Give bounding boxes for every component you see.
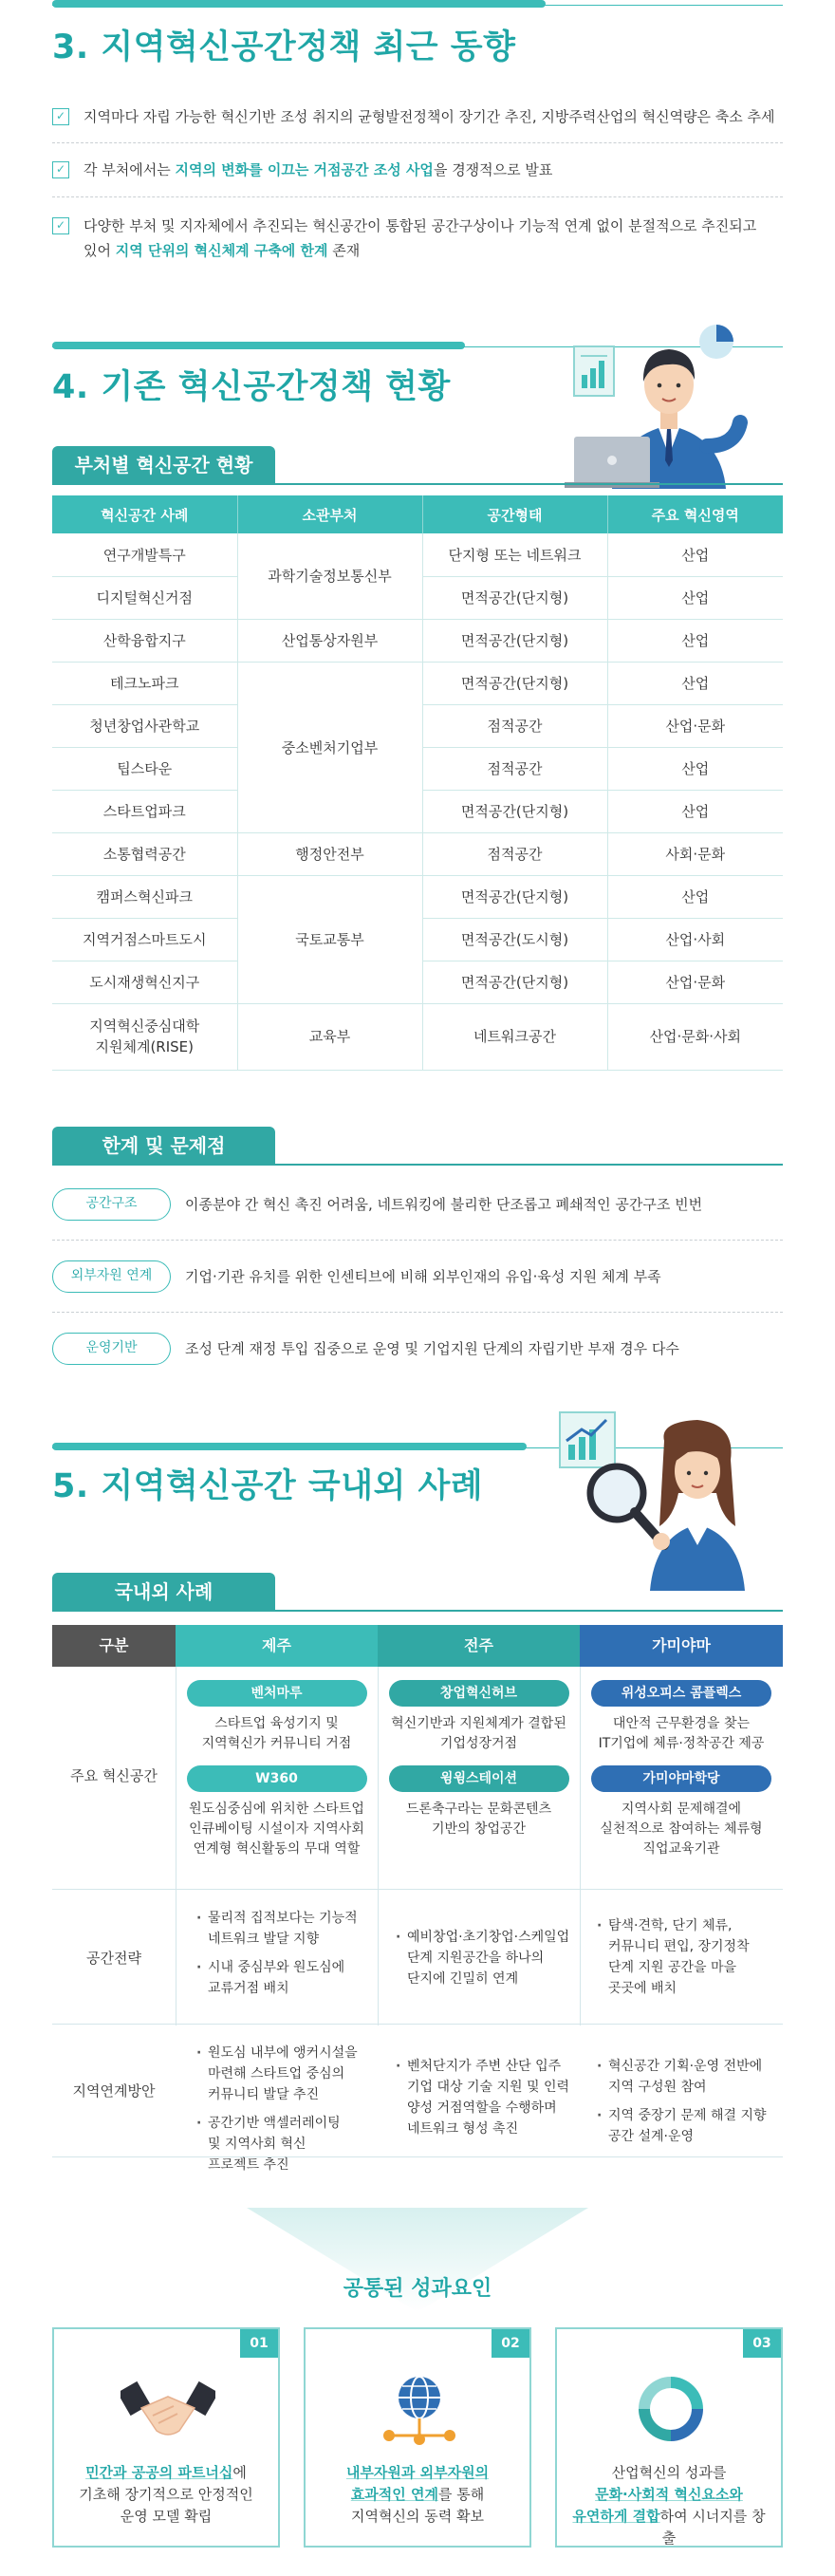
section-accent-bar <box>52 0 546 8</box>
cycle-arrows-icon <box>631 2369 711 2449</box>
trend-bullet-3: ✓ 다양한 부처 및 지자체에서 추진되는 혁신공간이 통합된 공간구상이나 기능적 연계 없이 분절적으로 추진되고 있어 지역 단위의 혁신체계 구축에 한계 존재 <box>52 214 783 263</box>
success-factor-card-3 <box>555 2327 783 2548</box>
limit-tag-external-resources: 외부자원 연계 <box>52 1260 171 1293</box>
space-tag: 윙윙스테이션 <box>389 1765 569 1792</box>
section-3-title: 3. 지역혁신공간정책 최근 동향 <box>52 28 516 66</box>
list-item: · 예비창업·초기창업·스케일업 단계 지원공간을 하나의 단지에 긴밀히 연계 <box>394 1927 574 1989</box>
space-tag: 창업혁신허브 <box>389 1680 569 1707</box>
table-row: 청년창업사관학교 점적공간 산업·문화 <box>52 704 783 747</box>
trend-bullet-2: ✓ 각 부처에서는 지역의 변화를 이끄는 거점공간 조성 사업을 경쟁적으로 발표 <box>52 158 783 182</box>
section-5-title: 5. 지역혁신공간 국내외 사례 <box>52 1467 484 1505</box>
list-item: · 공간기반 액셀러레이팅 및 지역사회 혁신 프로젝트 추진 <box>195 2113 370 2175</box>
divider <box>52 1312 783 1313</box>
subtab-ministry-spaces: 부처별 혁신공간 현황 <box>52 446 275 484</box>
row-label: 지역연계방안 <box>72 2082 156 2100</box>
divider <box>52 1240 783 1241</box>
businessman-laptop-illustration <box>555 304 783 489</box>
section-rule <box>52 5 783 6</box>
table-header-kamiyama: 가미야마 <box>580 1625 783 1667</box>
card-text: 민간과 공공의 파트너십에 기초해 장기적으로 안정적인 운영 모델 확립 <box>79 2464 253 2525</box>
kamiyama-link <box>595 2056 780 2155</box>
check-icon: ✓ <box>52 161 69 178</box>
success-factor-card-1 <box>52 2327 280 2548</box>
space-tag: 벤처마루 <box>187 1680 367 1707</box>
check-icon: ✓ <box>52 108 69 125</box>
list-item: · 시내 중심부와 원도심에 교류거점 배치 <box>195 1957 370 1999</box>
jeju-spaces: 벤처마루 스타트업 육성기지 및 지역혁신가 커뮤니티 거점 W360 원도심중심에 위치한 스타트업 인큐베이팅 시설이자 지역사회 연계형 혁신활동의 무대 역할 <box>176 1680 378 1859</box>
kamiyama-spaces: 위성오피스 콤플렉스 대안적 근무환경을 찾는 IT기업에 체류·정착공간 제공 가미야마학당 지역사회 문제해결에 실천적으로 참여하는 체류형 직업교육기관 <box>580 1680 783 1859</box>
jeonju-spaces: 창업혁신허브 혁신기반과 지원체계가 결합된 기업성장거점 윙윙스테이션 드론축구라는 문화콘텐츠 기반의 창업공간 <box>378 1680 580 1839</box>
table-row: 스타트업파크 면적공간(단지형) 산업 <box>52 790 783 832</box>
subtab-limits: 한계 및 문제점 <box>52 1127 275 1165</box>
space-tag: 가미야마학당 <box>591 1765 771 1792</box>
list-item: · 지역 중장기 문제 해결 지향 공간 설계·운영 <box>595 2105 780 2147</box>
subtab-rule <box>52 1610 783 1612</box>
divider <box>52 2024 783 2025</box>
limit-text: 조성 단계 재정 투입 집중으로 운영 및 기업지원 단계의 자립기반 부재 경우 다수 <box>185 1340 679 1357</box>
table-row: 지역거점스마트도시 면적공간(도시형) 산업·사회 <box>52 918 783 961</box>
limit-text: 기업·기관 유치를 위한 인센티브에 비해 외부인재의 유입·육성 지원 체계 부족 <box>185 1268 661 1285</box>
success-factors-title: 공통된 성과요인 <box>343 2277 492 2301</box>
kamiyama-strategy <box>595 1915 780 2007</box>
table-header: 혁신공간 사례 <box>52 495 237 533</box>
table-header: 소관부처 <box>237 495 422 533</box>
table-header-jeonju: 전주 <box>378 1625 580 1667</box>
table-row: 지역혁신중심대학 지원체계(RISE) 교육부 네트워크공간 산업·문화·사회 <box>52 1003 783 1070</box>
table-row: 연구개발특구 과학기술정보통신부 단지형 또는 네트워크 산업 <box>52 533 783 576</box>
list-item: · 물리적 집적보다는 기능적 네트워크 발달 지향 <box>195 1908 370 1950</box>
card-number: 01 <box>240 2329 278 2358</box>
jeju-strategy <box>195 1908 370 2007</box>
success-factor-card-2 <box>304 2327 531 2548</box>
subtab-cases: 국내외 사례 <box>52 1573 275 1611</box>
limit-tag-operation-base: 운영기반 <box>52 1333 171 1365</box>
row-label: 공간전략 <box>86 1950 141 1967</box>
space-tag: W360 <box>187 1765 367 1792</box>
section-accent-bar <box>52 1443 527 1450</box>
list-item: · 원도심 내부에 앵커시설을 마련해 스타트업 중심의 커뮤니티 발달 추진 <box>195 2043 370 2105</box>
jeonju-link <box>394 2056 576 2147</box>
card-number: 03 <box>743 2329 781 2358</box>
space-tag: 위성오피스 콤플렉스 <box>591 1680 771 1707</box>
table-header-jeju: 제주 <box>176 1625 378 1667</box>
table-row: 소통협력공간 행정안전부 점적공간 사회·문화 <box>52 832 783 875</box>
table-row: 산학융합지구 산업통상자원부 면적공간(단지형) 산업 <box>52 619 783 662</box>
section-accent-bar <box>52 342 465 349</box>
list-item: · 벤처단지가 주변 산단 입주 기업 대상 기술 지원 및 인력 양성 거점역할을 수행하며 네트워크 형성 촉진 <box>394 2056 576 2139</box>
table-header: 공간형태 <box>422 495 607 533</box>
table-row: 도시재생혁신지구 면적공간(단지형) 산업·문화 <box>52 961 783 1003</box>
table-row: 테크노파크 중소벤처기업부 면적공간(단지형) 산업 <box>52 662 783 704</box>
limit-tag-space-structure: 공간구조 <box>52 1188 171 1221</box>
divider <box>52 196 783 197</box>
card-number: 02 <box>492 2329 529 2358</box>
ministry-spaces-table <box>52 495 783 1071</box>
handshake-icon <box>121 2372 215 2448</box>
table-row: 팁스타운 점적공간 산업 <box>52 747 783 790</box>
table-row: 디지털혁신거점 면적공간(단지형) 산업 <box>52 576 783 619</box>
card-text: 내부자원과 외부자원의 효과적인 연계를 통해 지역혁신의 동력 확보 <box>345 2464 490 2525</box>
list-item: · 탐색·견학, 단기 체류, 커뮤니티 편입, 장기정착 단계 지원 공간을 마을 곳곳에 배치 <box>595 1915 780 1999</box>
list-item: · 혁신공간 기획·운영 전반에 지역 구성원 참여 <box>595 2056 780 2098</box>
subtab-rule <box>52 1164 783 1166</box>
table-header: 주요 혁신영역 <box>607 495 783 533</box>
table-header: 구분 <box>52 1625 176 1667</box>
divider <box>52 142 783 143</box>
subtab-rule <box>52 483 783 485</box>
check-icon: ✓ <box>52 217 69 234</box>
row-label: 주요 혁신공간 <box>70 1767 158 1784</box>
network-globe-icon <box>372 2367 467 2453</box>
limit-text: 이종분야 간 혁신 촉진 어려움, 네트워킹에 불리한 단조롭고 폐쇄적인 공간구조 빈번 <box>185 1196 703 1213</box>
trend-bullet-1: ✓ 지역마다 자립 가능한 혁신기반 조성 취지의 균형발전정책이 장기간 추진, 지방주력산업의 혁신역량은 축소 추세 <box>52 104 783 129</box>
jeonju-strategy <box>394 1927 574 1997</box>
section-4-title: 4. 기존 혁신공간정책 현황 <box>52 368 451 406</box>
divider <box>52 2156 783 2157</box>
woman-magnifier-illustration <box>555 1403 783 1591</box>
card-text: 산업혁신의 성과를 문화·사회적 혁신요소와 유연하게 결합하여 시너지를 창출 <box>572 2464 766 2547</box>
divider <box>52 1889 783 1890</box>
table-row: 캠퍼스혁신파크 국토교통부 면적공간(단지형) 산업 <box>52 875 783 918</box>
jeju-link <box>195 2043 370 2183</box>
